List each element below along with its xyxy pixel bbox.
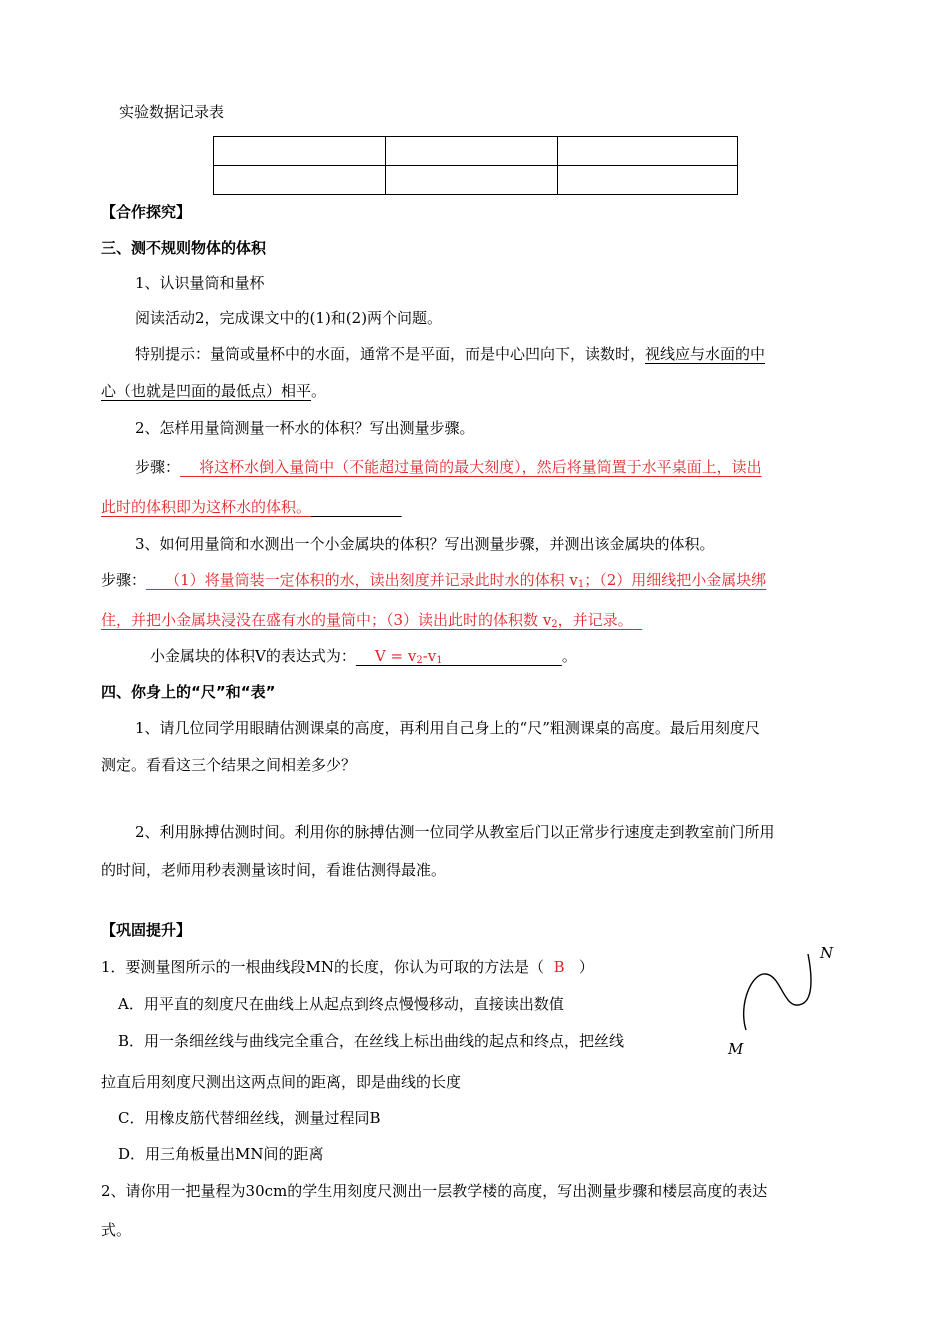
question-2-line-2: 式。 (101, 1221, 132, 1239)
table-cell (214, 137, 386, 166)
section-cooperative-heading: 【合作探究】 (101, 203, 192, 221)
option-b-line-2: 拉直后用刻度尺测出这两点间的距离，即是曲线的长度 (101, 1073, 462, 1091)
volume-answer-part: -v (422, 647, 437, 665)
section-consolidation-heading: 【巩固提升】 (101, 921, 192, 939)
item-3-3: 3、如何用量筒和水测出一个小金属块的体积？写出测量步骤，并测出该金属块的体积。 (135, 535, 715, 553)
option-c: C．用橡皮筋代替细丝线，测量过程同B (118, 1109, 381, 1127)
table-cell (558, 137, 738, 166)
volume-label: 小金属块的体积V的表达式为： (150, 647, 356, 665)
hint-line-1 (135, 344, 765, 364)
item-4-1-line-2: 测定。看看这三个结果之间相差多少？ (101, 756, 357, 774)
answer-3-part: ，并记录。 (557, 611, 633, 629)
answer-blank (311, 498, 402, 516)
question-1-text: 1．要测量图所示的一根曲线段MN的长度，你认为可取的方法是（ (101, 958, 545, 976)
subscript: 2 (416, 655, 423, 666)
steps-label: 步骤： (101, 571, 147, 589)
table-cell (558, 166, 738, 195)
reading-instruction: 阅读活动2，完成课文中的(1)和(2)两个问题。 (135, 309, 443, 327)
subscript: 1 (577, 579, 585, 590)
table-cell (386, 137, 558, 166)
answer-3-part: 住，并把小金属块浸没在盛有水的量筒中；（3）读出此时的体积数 v (101, 611, 552, 629)
subscript: 2 (551, 619, 558, 630)
volume-answer (356, 647, 562, 665)
curve-mn-path (744, 954, 811, 1030)
answer-3-text (101, 611, 642, 629)
item-4-2-line-1: 2、利用脉搏估测时间。利用你的脉搏估测一位同学从教室后门以正常步行速度走到教室前门所用 (135, 823, 775, 841)
answer-2-part-b: 此时的体积即为这杯水的体积。 (101, 498, 312, 516)
volume-expression-line (150, 646, 577, 666)
answer-2-text (180, 458, 762, 476)
table-row (214, 137, 738, 166)
answer-2-line-1 (135, 457, 762, 477)
question-1 (101, 957, 594, 977)
answer-2-line-2 (101, 497, 402, 517)
item-4-2-line-2: 的时间，老师用秒表测量该时间，看谁估测得最准。 (101, 861, 447, 879)
hint-underlined: 心（也就是凹面的最低点）相平 (101, 382, 312, 400)
table-caption: 实验数据记录表 (119, 103, 225, 121)
question-2-line-1: 2、请你用一把量程为30cm的学生用刻度尺测出一层教学楼的高度，写出测量步骤和楼层高度的表达 (101, 1182, 768, 1200)
item-4-1-line-1: 1、请几位同学用眼睛估测课桌的高度，再利用自己身上的“尺”粗测课桌的高度。最后用刻度尺 (135, 719, 760, 737)
item-3-1: 1、认识量筒和量杯 (135, 274, 265, 292)
item-3-2: 2、怎样用量筒测量一杯水的体积？写出测量步骤。 (135, 419, 475, 437)
volume-period: 。 (561, 647, 577, 665)
answer-3-line-2 (101, 610, 642, 630)
answer-2-part-a: 将这杯水倒入量筒中（不能超过量筒的最大刻度），然后将量筒置于水平桌面上，读出 (199, 458, 762, 476)
answer-3-line-1 (101, 570, 766, 590)
hint-text: 特别提示：量筒或量杯中的水面，通常不是平面，而是中心凹向下，读数时， (135, 345, 646, 363)
answer-3-part: ；（2）用细线把小金属块绑 (584, 571, 767, 589)
hint-line-2 (101, 381, 326, 401)
answer-3-part: （1）将量筒装一定体积的水，读出刻度并记录此时水的体积 v (165, 571, 578, 589)
subscript: 1 (436, 655, 443, 666)
curve-mn-figure (724, 944, 844, 1068)
label-m: M (728, 1040, 744, 1058)
option-a: A．用平直的刻度尺在曲线上从起点到终点慢慢移动，直接读出数值 (118, 995, 564, 1013)
volume-answer-part: V = v (374, 647, 417, 665)
question-1-close: ） (578, 958, 594, 976)
steps-label: 步骤： (135, 458, 181, 476)
hint-underlined: 视线应与水面的中 (645, 345, 766, 363)
table-cell (386, 166, 558, 195)
option-d: D．用三角板量出MN间的距离 (118, 1145, 324, 1163)
answer-3-text (146, 571, 766, 589)
record-table (213, 136, 738, 195)
section-4-heading: 四、你身上的“尺”和“表” (101, 683, 276, 701)
table-row (214, 166, 738, 195)
question-1-answer: B (553, 958, 565, 976)
section-3-heading: 三、测不规则物体的体积 (101, 239, 267, 257)
hint-period: 。 (311, 382, 327, 400)
option-b-line-1: B．用一条细丝线与曲线完全重合，在丝线上标出曲线的起点和终点，把丝线 (118, 1032, 625, 1050)
table-cell (214, 166, 386, 195)
label-n: N (820, 944, 834, 962)
